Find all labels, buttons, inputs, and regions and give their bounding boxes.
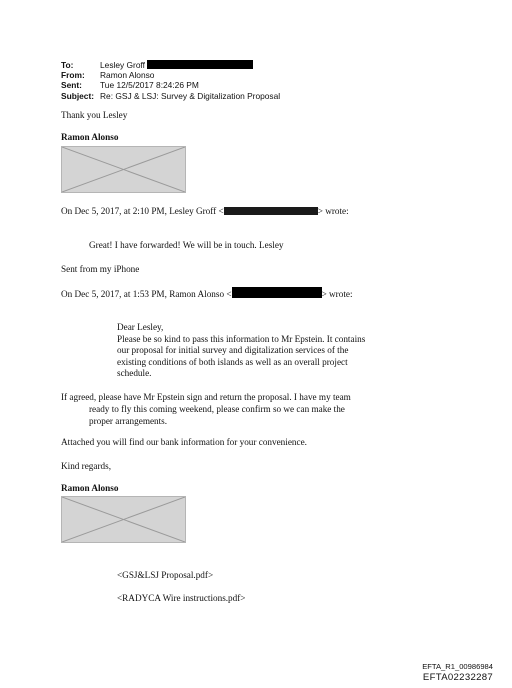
- to-label: To:: [61, 60, 74, 70]
- sent-row: [61, 80, 280, 90]
- signature-name-1: Ramon Alonso: [61, 132, 119, 142]
- para2-line: ready to fly this coming weekend, please confirm so we can make the: [89, 404, 345, 414]
- redaction-bar: [147, 60, 253, 69]
- redaction-bar: [224, 207, 318, 215]
- signature-image-placeholder-1: [61, 146, 186, 193]
- quote1-header: [61, 206, 349, 218]
- quote1-prefix: On Dec 5, 2017, at 2:10 PM, Lesley Groff <: [61, 206, 224, 216]
- footer-code-1: EFTA_R1_00986984: [422, 662, 493, 671]
- attached-line: Attached you will find our bank information for your convenience.: [61, 437, 307, 447]
- greeting: Dear Lesley,: [117, 322, 164, 332]
- quote2-header: [61, 287, 353, 301]
- redaction-bar: [232, 287, 322, 298]
- from-label: From:: [61, 70, 85, 81]
- signature-name-2: Ramon Alonso: [61, 483, 119, 493]
- attachment-link-1[interactable]: <GSJ&LSJ Proposal.pdf>: [117, 570, 214, 580]
- quote2-suffix: > wrote:: [321, 289, 353, 299]
- para2-first-line: If agreed, please have Mr Epstein sign and return the proposal. I have my team: [61, 392, 351, 402]
- para1-line: existing conditions of both islands as well as an overall project: [117, 356, 348, 367]
- quote1-text: Great! I have forwarded! We will be in touch. Lesley: [89, 240, 284, 250]
- para2-line: proper arrangements.: [89, 415, 168, 426]
- from-value: Ramon Alonso: [100, 70, 155, 81]
- subject-value: Re: GSJ & LSJ: Survey & Digitalization Proposal: [100, 90, 281, 101]
- quote2-prefix: On Dec 5, 2017, at 1:53 PM, Ramon Alonso <: [61, 289, 232, 299]
- regards-line: Kind regards,: [61, 461, 112, 471]
- to-row: [61, 60, 280, 70]
- quote1-suffix: > wrote:: [317, 206, 349, 216]
- from-row: [61, 70, 280, 80]
- sent-from-line: Sent from my iPhone: [61, 264, 140, 274]
- subject-row: [61, 91, 280, 101]
- subject-label: Subject:: [61, 90, 95, 101]
- letter-paragraph-2: [89, 404, 345, 427]
- para1-line: our proposal for initial survey and digitalization services of the: [117, 345, 349, 356]
- footer-code-2: EFTA02232287: [422, 672, 493, 683]
- placeholder-cross-icon: [62, 497, 185, 542]
- para1-line: Please be so kind to pass this information to Mr Epstein. It contains: [117, 333, 366, 344]
- sent-label: Sent:: [61, 80, 82, 91]
- letter-paragraph-1: [117, 322, 365, 380]
- to-value: Lesley Groff: [100, 60, 145, 70]
- attachment-link-2[interactable]: <RADYCA Wire instructions.pdf>: [117, 593, 246, 603]
- email-header: [61, 60, 280, 101]
- sent-value: Tue 12/5/2017 8:24:26 PM: [100, 80, 199, 91]
- para1-line: schedule.: [117, 368, 152, 379]
- thanks-line: Thank you Lesley: [61, 110, 128, 120]
- placeholder-cross-icon: [62, 147, 185, 192]
- signature-image-placeholder-2: [61, 496, 186, 543]
